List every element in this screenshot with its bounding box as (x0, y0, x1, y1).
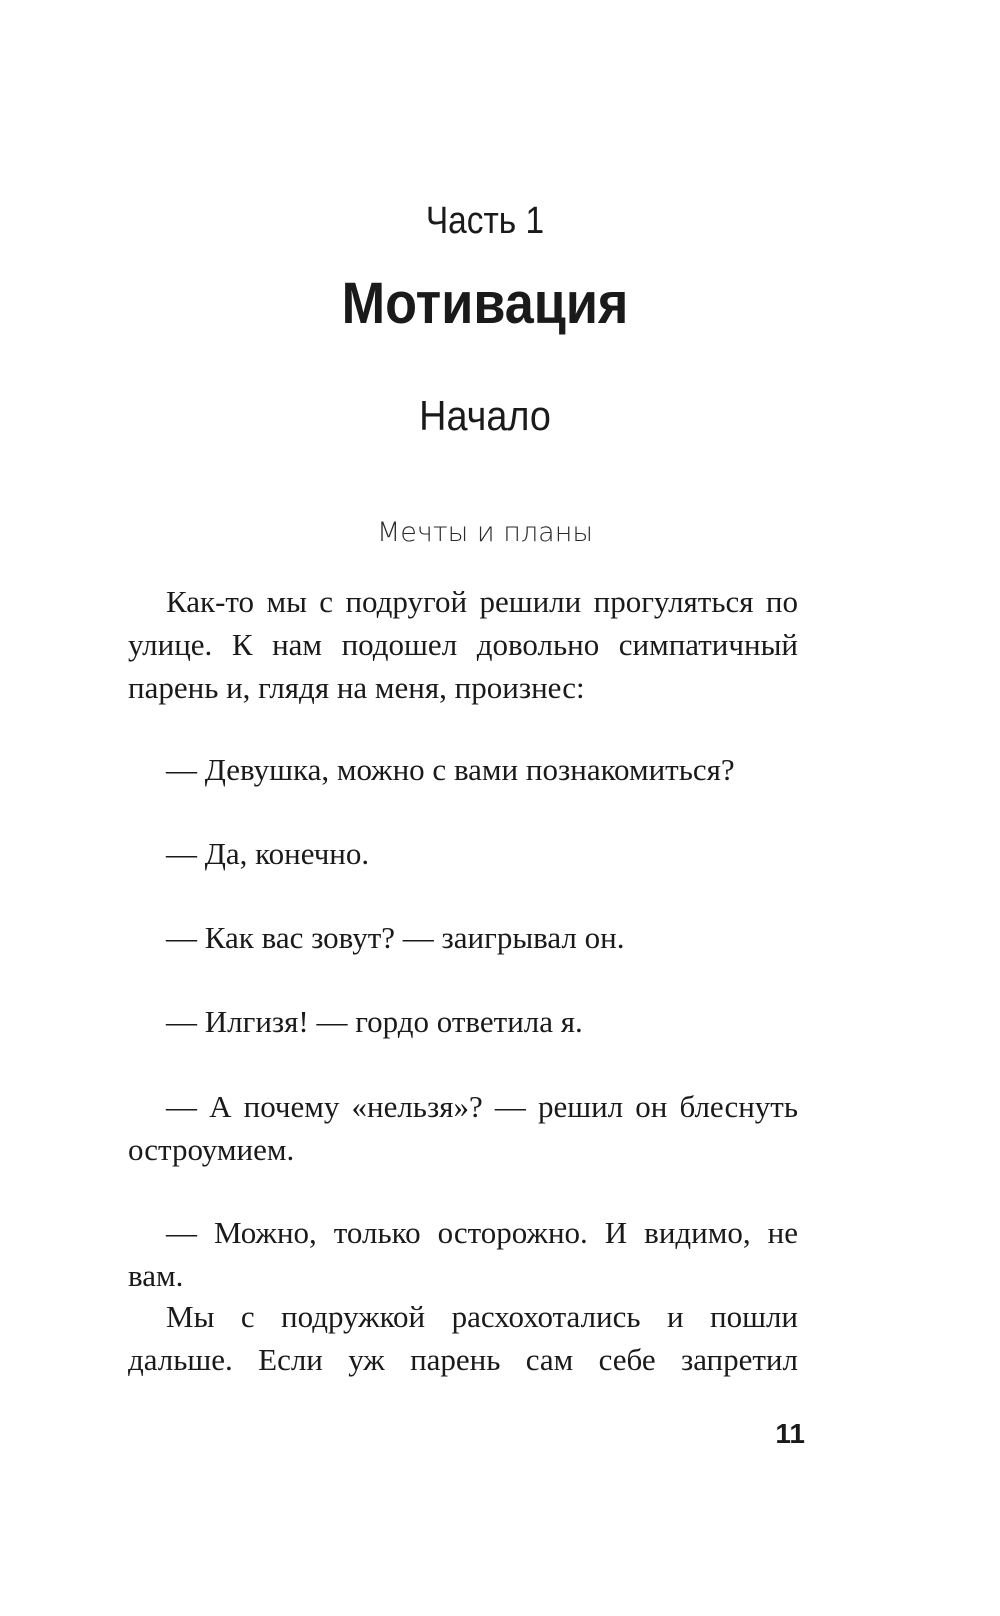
page-number: 11 (775, 1418, 805, 1449)
dialogue-line: — Можно, только осторожно. И видимо, не вам. (128, 1215, 798, 1293)
dialogue-line: — А почему «нельзя»? — решил он блеснуть остроумием. (128, 1089, 798, 1167)
dialogue-line: — Илгизя! — гордо ответила я. (166, 1004, 583, 1039)
dialogue-line: — Да, конечно. (166, 836, 370, 871)
paragraph-closing: Мы с подружкой расхохотались и пошли дальше. Если уж парень сам себе запретил (128, 1299, 798, 1377)
dialogue-line: — Как вас зовут? — заигрывал он. (166, 920, 625, 955)
subsection-title: Мечты и планы (376, 517, 594, 548)
chapter-title: Мотивация (341, 271, 629, 336)
section-title: Начало (419, 392, 551, 439)
paragraph-intro: Как-то мы с подругой решили прогуляться по улице. К нам подошел довольно симпатичный парень и, глядя на меня, произнес: (128, 584, 798, 705)
part-label: Часть 1 (425, 200, 545, 242)
dialogue-line: — Девушка, можно с вами познакомиться? (166, 752, 735, 787)
